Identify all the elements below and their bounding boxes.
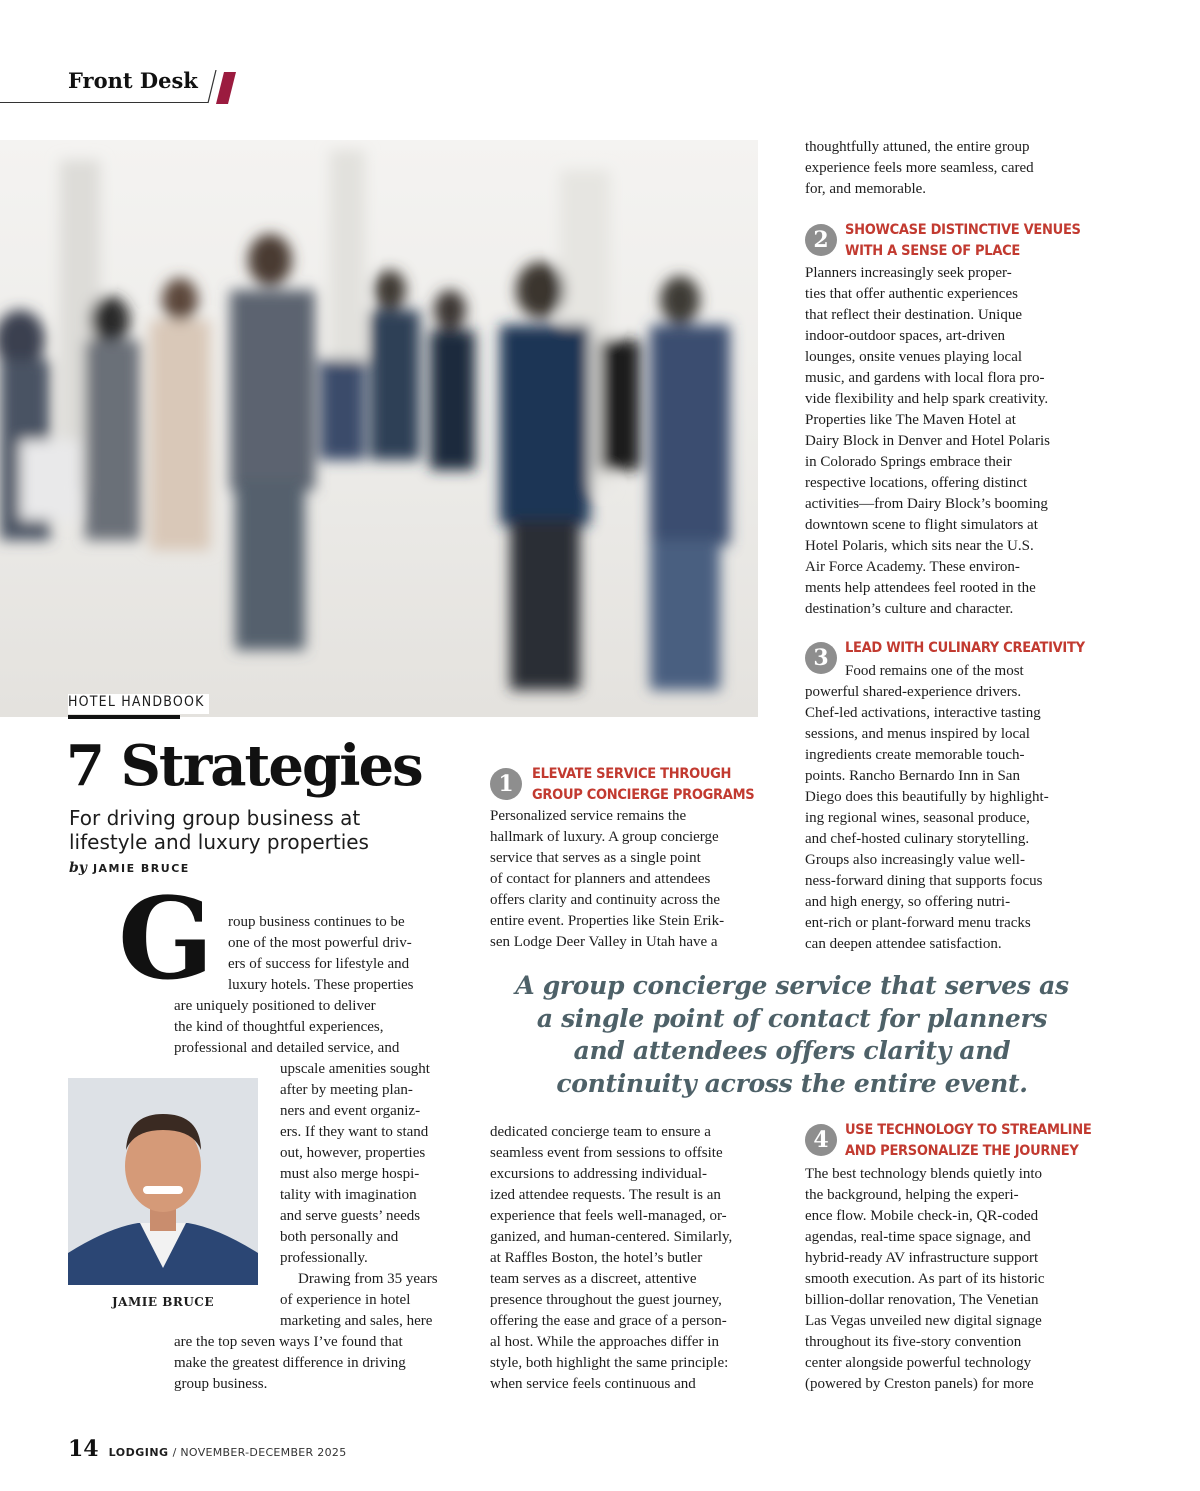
headline: 7 Strategies [66,733,422,799]
body-line: team serves as a discreet, attentive [490,1271,697,1287]
body-line: destination’s culture and character. [805,601,1014,617]
page-footer [68,1436,347,1462]
author-portrait-icon [68,1078,258,1285]
body-line: the kind of thoughtful experiences, [174,1019,384,1035]
section-mark-icon [200,70,240,106]
body-line: at Raffles Boston, the hotel’s butler [490,1250,703,1266]
body-line: hallmark of luxury. A group concierge [490,829,719,845]
body-line: ingredients create memorable touch- [805,747,1025,763]
body-line: ing regional wines, seasonal produce, [805,810,1030,826]
body-line: presence throughout the guest journey, [490,1292,722,1308]
body-line: and chef-hosted culinary storytelling. [805,831,1030,847]
strategy-4-title: USE TECHNOLOGY TO STREAMLINE [845,1122,1092,1138]
body-line: indoor-outdoor spaces, art-driven [805,328,1006,344]
body-line: Drawing from 35 years [298,1271,438,1287]
body-line: of experience in hotel [280,1292,411,1308]
body-line: lounges, onsite venues playing local [805,349,1023,365]
strategy-3-title: LEAD WITH CULINARY CREATIVITY [845,640,1085,656]
body-line: Properties like The Maven Hotel at [805,412,1016,428]
body-line: Chef-led activations, interactive tasting [805,705,1041,721]
body-line: Personalized service remains the [490,808,687,824]
section-header [0,60,245,106]
body-line: billion-dollar renovation, The Venetian [805,1292,1039,1308]
body-line: experience feels more seamless, cared [805,160,1034,176]
body-line: ent-rich or plant-forward menu tracks [805,915,1031,931]
body-line: ized attendee requests. The result is an [490,1187,721,1203]
body-line: experience that feels well-managed, or- [490,1208,727,1224]
strategy-4-title: AND PERSONALIZE THE JOURNEY [845,1143,1079,1159]
header-rule [0,102,208,103]
body-line: must also merge hospi- [280,1166,420,1182]
body-line: are uniquely positioned to deliver [174,998,376,1014]
page-number: 14 [68,1436,99,1462]
section-label: Front Desk [68,68,198,93]
body-line: respective locations, offering distinct [805,475,1028,491]
body-line: and serve guests’ needs [280,1208,421,1224]
hero-photo [0,140,758,717]
body-line: Dairy Block in Denver and Hotel Polaris [805,433,1050,449]
body-line: seamless event from sessions to offsite [490,1145,723,1161]
body-line: agendas, real-time space signage, and [805,1229,1031,1245]
body-line: style, both highlight the same principle: [490,1355,729,1371]
author-caption: JAMIE BRUCE [112,1295,214,1309]
body-line: make the greatest difference in driving [174,1355,406,1371]
drop-cap: G [118,874,214,1005]
body-line: vide flexibility and help spark creativity. [805,391,1049,407]
body-line: al host. While the approaches differ in [490,1334,719,1350]
author-photo [68,1078,258,1285]
body-line: for, and memorable. [805,181,927,197]
body-line: downtown scene to flight simulators at [805,517,1038,533]
body-line: offers clarity and continuity across the [490,892,721,908]
body-line: Air Force Academy. These environ- [805,559,1020,575]
body-line: after by meeting plan- [280,1082,413,1098]
body-line: thoughtfully attuned, the entire group [805,139,1030,155]
body-line: Diego does this beautifully by highlight- [805,789,1049,805]
body-line: Food remains one of the most [845,663,1024,679]
body-line: The best technology blends quietly into [805,1166,1043,1182]
body-line: ganized, and human-centered. Similarly, [490,1229,733,1245]
subhead-line: lifestyle and luxury properties [69,830,369,854]
strategy-3-badge: 3 [805,642,837,674]
body-line: Planners increasingly seek proper- [805,265,1012,281]
body-line: can deepen attendee satisfaction. [805,936,1002,952]
strategy-2-title: SHOWCASE DISTINCTIVE VENUES [845,222,1081,238]
body-line: luxury hotels. These properties [228,977,414,993]
body-line: ments help attendees feel rooted in the [805,580,1036,596]
body-line: sen Lodge Deer Valley in Utah have a [490,934,718,950]
body-line: dedicated concierge team to ensure a [490,1124,711,1140]
strategy-4-badge: 4 [805,1124,837,1156]
byline-prefix: by [69,860,87,876]
body-line: music, and gardens with local flora pro- [805,370,1045,386]
body-line: Groups also increasingly value well- [805,852,1025,868]
pull-quote [490,970,1094,1100]
body-line: offering the ease and grace of a person- [490,1313,727,1329]
body-line: and high energy, so offering nutri- [805,894,1011,910]
kicker: HOTEL HANDBOOK [68,694,209,714]
body-line: Las Vegas unveiled new digital signage [805,1313,1042,1329]
crowd-photo-icon [0,140,758,717]
body-line: of contact for planners and attendees [490,871,711,887]
body-line: ners and event organiz- [280,1103,421,1119]
body-line: that reflect their destination. Unique [805,307,1023,323]
body-line: excursions to addressing individual- [490,1166,708,1182]
pull-quote-line: and attendees offers clarity and [573,1036,1011,1065]
body-line: center alongside powerful technology [805,1355,1032,1371]
body-line: ness-forward dining that supports focus [805,873,1043,889]
body-line: points. Rancho Bernardo Inn in San [805,768,1020,784]
body-line: the background, helping the experi- [805,1187,1019,1203]
body-line: entire event. Properties like Stein Erik- [490,913,725,929]
body-line: out, however, properties [280,1145,426,1161]
body-line: ers. If they want to stand [280,1124,429,1140]
body-line: ers of success for lifestyle and [228,956,410,972]
body-line: tality with imagination [280,1187,417,1203]
body-line: sessions, and menus inspired by local [805,726,1030,742]
pull-quote-line: A group concierge service that serves as [515,971,1069,1000]
strategy-1-title: GROUP CONCIERGE PROGRAMS [532,787,755,803]
strategy-2-badge: 2 [805,224,837,256]
body-line: Hotel Polaris, which sits near the U.S. [805,538,1034,554]
strategy-1-title: ELEVATE SERVICE THROUGH [532,766,732,782]
body-line: in Colorado Springs embrace their [805,454,1012,470]
body-line: both personally and [280,1229,399,1245]
body-line: when service feels continuous and [490,1376,696,1392]
body-line: roup business continues to be [228,914,405,930]
body-line: marketing and sales, here [280,1313,433,1329]
body-line: group business. [174,1376,268,1392]
body-line: (powered by Creston panels) for more [805,1376,1034,1392]
pull-quote-line: continuity across the entire event. [556,1068,1028,1098]
body-line: ence flow. Mobile check-in, QR-coded [805,1208,1039,1224]
byline-name: JAMIE BRUCE [92,862,190,875]
strategy-2-title: WITH A SENSE OF PLACE [845,243,1020,259]
body-line: upscale amenities sought [280,1061,430,1077]
subhead-line: For driving group business at [69,806,361,830]
strategy-1-badge: 1 [490,768,522,800]
magazine-name: LODGING [108,1446,169,1459]
body-line: one of the most powerful driv- [228,935,412,951]
pull-quote-line: a single point of contact for planners [536,1003,1048,1033]
body-line: activities—from Dairy Block’s booming [805,496,1048,512]
kicker-rule [68,715,180,719]
body-line: ties that offer authentic experiences [805,286,1018,302]
body-line: professionally. [280,1250,368,1266]
body-line: professional and detailed service, and [174,1040,400,1056]
body-line: service that serves as a single point [490,850,701,866]
body-line: are the top seven ways I’ve found that [174,1334,403,1350]
issue-date: / NOVEMBER-DECEMBER 2025 [172,1446,347,1459]
body-line: smooth execution. As part of its historic [805,1271,1045,1287]
body-line: powerful shared-experience drivers. [805,684,1022,700]
body-line: hybrid-ready AV infrastructure support [805,1250,1039,1266]
body-line: throughout its five-story convention [805,1334,1022,1350]
subhead [69,806,429,854]
